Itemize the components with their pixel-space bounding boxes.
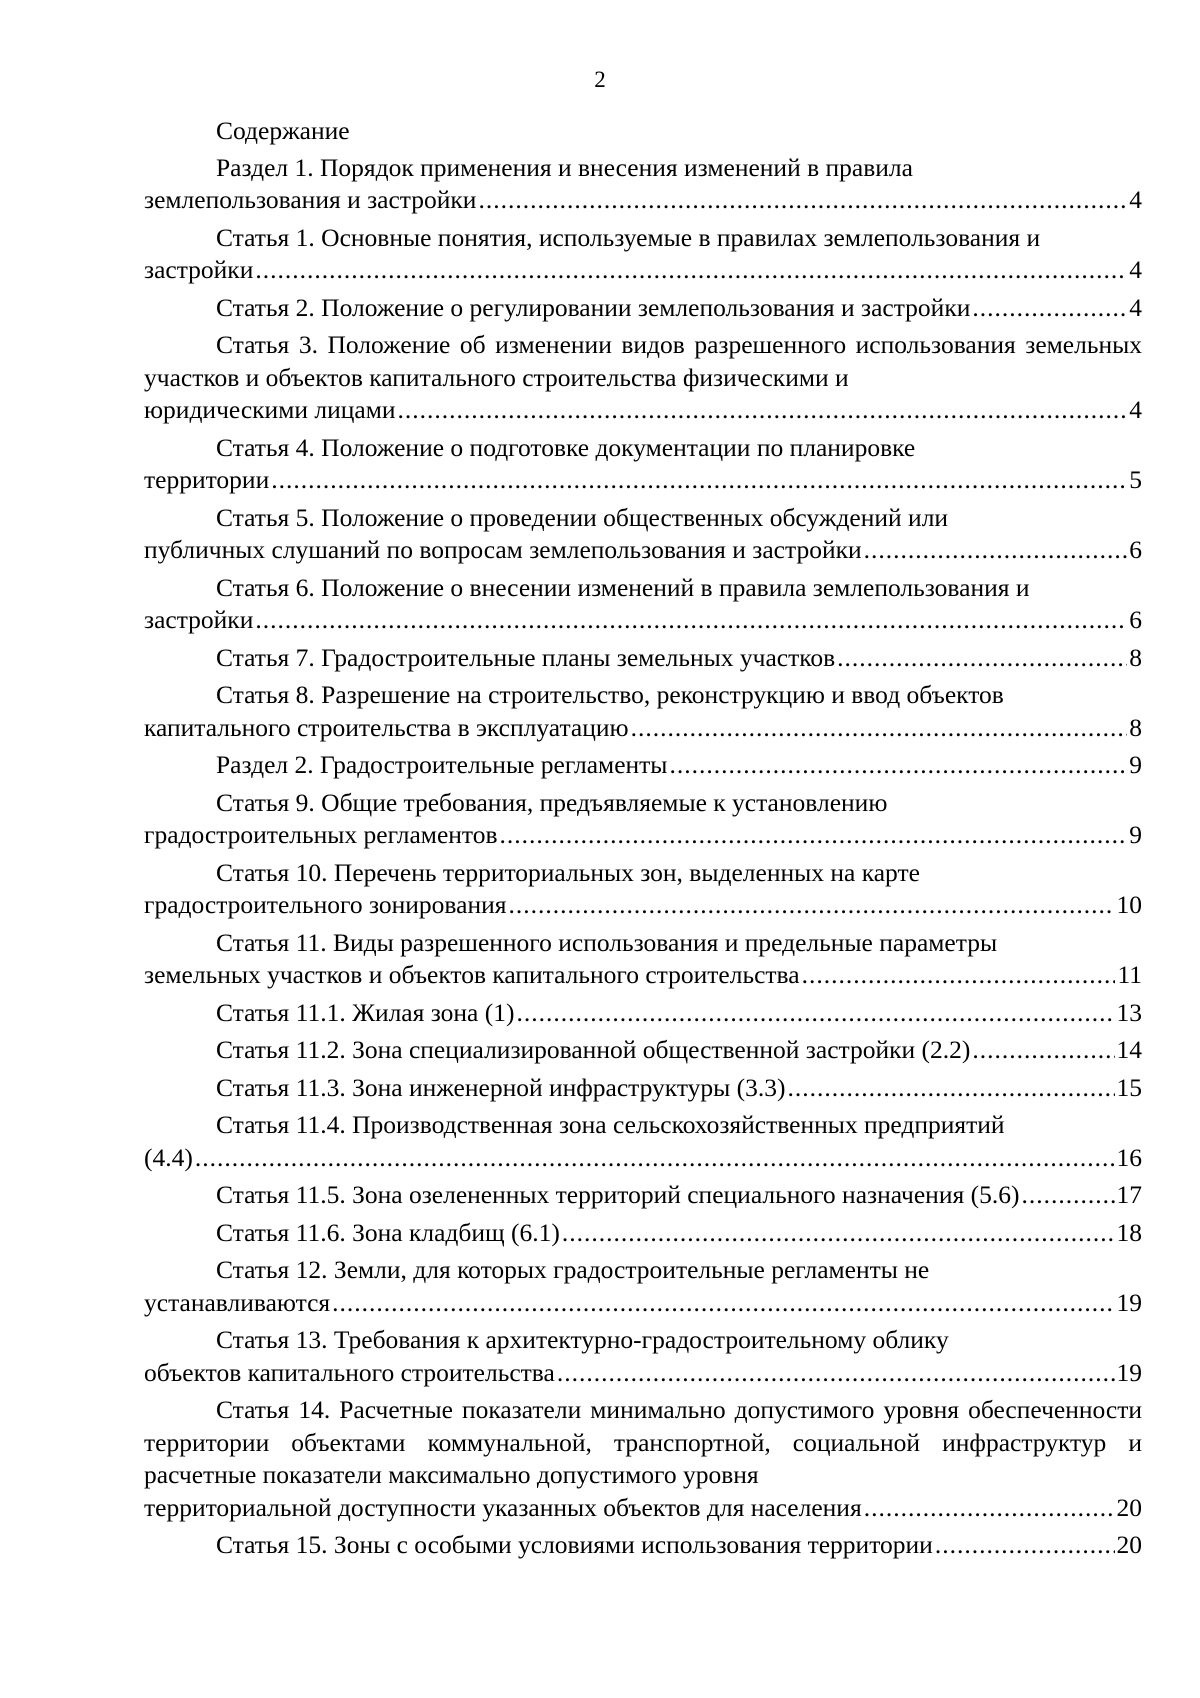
toc-entry-title: Статья 9. Общие требования, предъявляемые к установлению — [216, 787, 888, 817]
toc-entry-text: Статья 2. Положение о регулировании землепользования и застройки — [216, 292, 971, 322]
dot-leader — [478, 184, 1127, 217]
toc-entry-line — [144, 712, 1142, 745]
toc-entry-text: земельных участков и объектов капитального строительства — [144, 960, 800, 989]
toc-entry-line — [144, 1529, 1142, 1562]
toc-entry-line — [144, 534, 1142, 567]
toc-entry-line — [144, 1492, 1142, 1525]
toc-entry-line — [144, 1287, 1142, 1320]
toc-entry-line — [144, 292, 1142, 325]
toc-entry-text: Статья 11.3. Зона инженерной инфраструктуры (3.3) — [216, 1072, 786, 1102]
toc-page-number: 19 — [1116, 1287, 1142, 1317]
toc-entry-line — [144, 819, 1142, 852]
toc-page-number: 19 — [1116, 1357, 1142, 1387]
dot-leader — [631, 712, 1128, 745]
toc-entry-title: Статья 1. Основные понятия, используемые в правилах землепользования и — [216, 222, 1041, 252]
toc-entry-text: землепользования и застройки — [144, 185, 477, 214]
toc-entry — [144, 997, 1142, 1030]
toc-entry — [144, 329, 1142, 427]
toc-page-number: 8 — [1129, 712, 1142, 742]
toc-page-number: 17 — [1116, 1180, 1142, 1209]
dot-leader — [837, 642, 1127, 675]
toc-page-number: 4 — [1129, 185, 1142, 214]
dot-leader — [669, 749, 1127, 782]
dot-leader — [255, 254, 1127, 287]
toc-page-number: 20 — [1116, 1530, 1142, 1559]
toc-entry-line — [144, 749, 1142, 782]
toc-entry-text: Статья 11.2. Зона специализированной общественной застройки (2.2) — [216, 1035, 971, 1064]
toc-entry-text: публичных слушаний по вопросам землепользования и застройки — [144, 535, 862, 564]
toc-entry-text: (4.4) — [144, 1142, 193, 1172]
toc-entry — [144, 152, 1142, 217]
dot-leader — [972, 1034, 1114, 1067]
dot-leader — [1021, 1179, 1114, 1212]
toc-entry — [144, 572, 1142, 637]
dot-leader — [562, 1217, 1115, 1250]
toc-entry — [144, 1109, 1142, 1174]
toc-entries — [144, 152, 1142, 1562]
toc-page-number: 4 — [1129, 395, 1142, 424]
toc-entry-title: Статья 10. Перечень территориальных зон, выделенных на карте — [216, 857, 920, 887]
toc-page-number: 6 — [1129, 535, 1142, 564]
toc-entry-text: Статья 11.1. Жилая зона (1) — [216, 997, 515, 1027]
toc-entry — [144, 1217, 1142, 1250]
toc-entry-title: Статья 14. Расчетные показатели минимально допустимого уровня обеспеченности территории объектами коммунальной, транспортной, социальной инфраструктур и расчетные показатели максимально допустимого уровня — [144, 1395, 1142, 1489]
dot-leader — [255, 604, 1127, 637]
dot-leader — [271, 464, 1127, 497]
toc-entry-line — [144, 394, 1142, 427]
toc-entry — [144, 642, 1142, 675]
dot-leader — [508, 889, 1114, 922]
toc-page-number: 4 — [1129, 292, 1142, 322]
toc-entry — [144, 679, 1142, 744]
toc-entry-line — [144, 642, 1142, 675]
toc-entry — [144, 749, 1142, 782]
toc-entry — [144, 1529, 1142, 1562]
toc-entry-title: Статья 4. Положение о подготовке документации по планировке — [216, 432, 916, 462]
toc-entry-line — [144, 1072, 1142, 1105]
toc-entry — [144, 1072, 1142, 1105]
toc-entry-line — [144, 1357, 1142, 1390]
toc-entry-line — [144, 184, 1142, 217]
toc-entry-text: Раздел 2. Градостроительные регламенты — [216, 750, 668, 779]
toc-entry — [144, 787, 1142, 852]
toc-page-number: 14 — [1116, 1035, 1142, 1064]
toc-entry-text: капитального строительства в эксплуатацию — [144, 712, 629, 742]
toc-entry — [144, 432, 1142, 497]
dot-leader — [935, 1529, 1115, 1562]
toc-entry-text: Статья 11.5. Зона озелененных территорий специального назначения (5.6) — [216, 1180, 1020, 1209]
toc-page-number: 16 — [1116, 1142, 1142, 1172]
toc-page-number: 8 — [1129, 642, 1142, 672]
toc-entry-title: Статья 3. Положение об изменении видов разрешенного использования земельных участков и объектов капитального строительства физическими и — [144, 330, 1142, 392]
dot-leader — [332, 1287, 1114, 1320]
toc-entry — [144, 927, 1142, 992]
toc-entry-title: Статья 12. Земли, для которых градостроительные регламенты не — [216, 1255, 930, 1284]
toc-entry-text: территории — [144, 465, 270, 494]
toc-entry-line — [144, 1034, 1142, 1067]
toc-entry-line — [144, 889, 1142, 922]
toc-entry-title: Статья 11.4. Производственная зона сельскохозяйственных предприятий — [216, 1110, 1005, 1139]
toc-entry-text: застройки — [144, 255, 254, 284]
toc-page-number: 4 — [1129, 255, 1142, 284]
dot-leader — [972, 292, 1127, 325]
toc-entry-line — [144, 464, 1142, 497]
toc-entry-text: застройки — [144, 605, 254, 634]
toc-entry-text: юридическими лицами — [144, 395, 396, 424]
toc-page-number: 9 — [1129, 820, 1142, 849]
toc-entry — [144, 222, 1142, 287]
toc-entry-title: Раздел 1. Порядок применения и внесения изменений в правила — [216, 152, 913, 182]
toc-entry-line — [144, 1217, 1142, 1250]
dot-leader — [500, 819, 1128, 852]
dot-leader — [195, 1142, 1115, 1175]
toc-entry-line — [144, 604, 1142, 637]
dot-leader — [397, 394, 1127, 427]
dot-leader — [516, 997, 1114, 1030]
toc-entry-text: Статья 7. Градостроительные планы земельных участков — [216, 642, 836, 672]
toc-entry-text: объектов капитального строительства — [144, 1357, 555, 1387]
dot-leader — [802, 959, 1116, 992]
toc-entry-title: Статья 13. Требования к архитектурно-градостроительному облику — [216, 1325, 949, 1354]
toc-entry — [144, 292, 1142, 325]
toc-page-number: 5 — [1129, 465, 1142, 494]
toc-entry-title: Статья 6. Положение о внесении изменений в правила землепользования и — [216, 572, 1030, 602]
toc-entry — [144, 1254, 1142, 1319]
dot-leader — [557, 1357, 1115, 1390]
toc-entry — [144, 1034, 1142, 1067]
toc-entry-line — [144, 254, 1142, 287]
toc-entry-line — [144, 1179, 1142, 1212]
toc-entry-text: территориальной доступности указанных объектов для населения — [144, 1492, 862, 1522]
toc-entry-title: Статья 5. Положение о проведении общественных обсуждений или — [216, 502, 949, 532]
toc-entry — [144, 502, 1142, 567]
toc-heading: Содержание — [216, 116, 350, 145]
toc-entry-line — [144, 1142, 1142, 1175]
toc-page-number: 18 — [1116, 1217, 1142, 1247]
toc-page-number: 9 — [1129, 750, 1142, 779]
table-of-contents — [144, 115, 1142, 1567]
toc-entry — [144, 857, 1142, 922]
page-number: 2 — [594, 67, 606, 92]
toc-entry-text: градостроительного зонирования — [144, 890, 507, 919]
toc-page-number: 6 — [1129, 605, 1142, 634]
dot-leader — [864, 534, 1128, 567]
toc-entry — [144, 1324, 1142, 1389]
toc-entry-text: устанавливаются — [144, 1287, 331, 1317]
toc-entry-text: градостроительных регламентов — [144, 820, 498, 849]
toc-entry-text: Статья 15. Зоны с особыми условиями использования территории — [216, 1530, 933, 1559]
toc-page-number: 13 — [1116, 997, 1142, 1027]
toc-page-number: 11 — [1117, 960, 1142, 989]
toc-entry-title: Статья 11. Виды разрешенного использования и предельные параметры — [216, 927, 998, 957]
toc-page-number: 15 — [1116, 1072, 1142, 1102]
toc-page-number: 10 — [1116, 890, 1142, 919]
toc-entry-line — [144, 997, 1142, 1030]
toc-entry-line — [144, 959, 1142, 992]
toc-page-number: 20 — [1116, 1492, 1142, 1522]
toc-entry-text: Статья 11.6. Зона кладбищ (6.1) — [216, 1217, 560, 1247]
dot-leader — [788, 1072, 1115, 1105]
toc-entry — [144, 1394, 1142, 1524]
toc-entry-title: Статья 8. Разрешение на строительство, реконструкцию и ввод объектов — [216, 680, 1004, 709]
dot-leader — [864, 1492, 1115, 1525]
toc-entry — [144, 1179, 1142, 1212]
